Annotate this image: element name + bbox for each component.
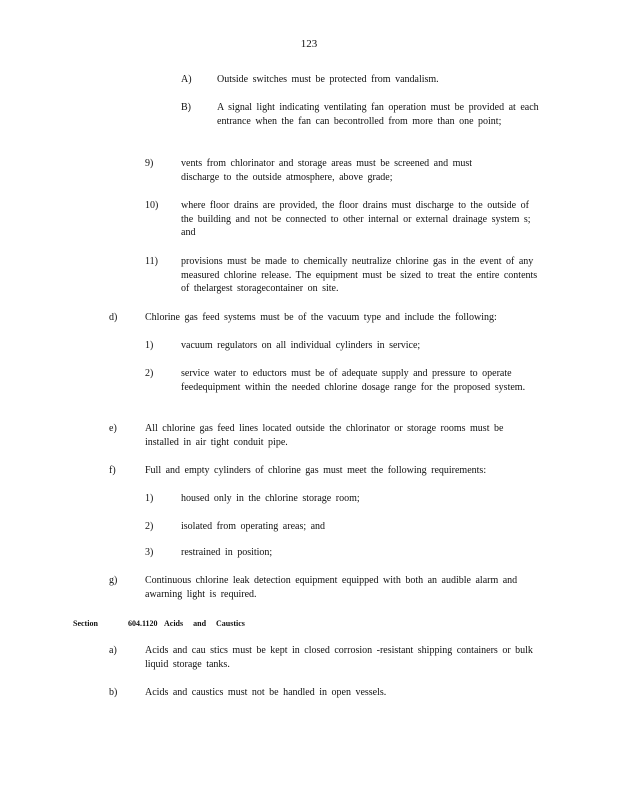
list-text: Acids and caustics must not be handled in open vessels.	[145, 687, 387, 698]
list-item	[145, 492, 541, 506]
list-text: housed only in the chlorine storage room;	[181, 493, 360, 504]
list-text: provisions must be made to chemically neutralize chlorine gas in the event of any measured chlorine release. The equipment must be sized to treat the entire contents of thelargest storagecontainer on site.	[181, 256, 538, 294]
list-marker: d)	[109, 312, 118, 323]
list-item	[109, 686, 541, 700]
list-text: Acids and cau stics must be kept in closed corrosion -resistant shipping containers or bulk liquid storage tanks.	[145, 645, 533, 670]
list-marker: e)	[109, 423, 117, 434]
section-title: Acids and Caustics	[164, 619, 245, 628]
list-marker: a)	[109, 645, 117, 656]
list-item	[145, 520, 541, 534]
list-item	[109, 644, 541, 672]
list-text: restrained in position;	[181, 547, 273, 558]
list-item	[145, 199, 541, 241]
list-text: Full and empty cylinders of chlorine gas must meet the following requirements:	[145, 465, 487, 476]
section-number: 604.1120	[128, 619, 158, 628]
list-marker: 1)	[145, 493, 154, 504]
list-marker: 9)	[145, 158, 154, 169]
list-item	[145, 367, 541, 409]
list-text: A signal light indicating ventilating fan operation must be provided at each entrance when the fan can becontrolled from more than one point;	[217, 102, 539, 127]
list-text: where floor drains are provided, the floor drains must discharge to the outside of the building and not be connected to other internal or external drainage system s; and	[181, 200, 531, 238]
list-marker: 1)	[145, 340, 154, 351]
section-label: Section	[73, 619, 98, 628]
list-text: vents from chlorinator and storage areas must be screened and must discharge to the outside atmosphere, above grade;	[181, 158, 473, 183]
list-text: service water to eductors must be of adequate supply and pressure to operate feedequipment within the needed chlorine dosage range for the proposed system.	[181, 368, 526, 393]
list-text: Chlorine gas feed systems must be of the vacuum type and include the following:	[145, 312, 497, 323]
list-marker: b)	[109, 687, 118, 698]
list-text: isolated from operating areas; and	[181, 521, 326, 532]
list-item	[145, 546, 541, 560]
list-marker: 2)	[145, 521, 154, 532]
list-item	[145, 157, 541, 185]
list-marker: g)	[109, 575, 118, 586]
page-number: 123	[300, 38, 318, 50]
list-marker: 10)	[145, 200, 159, 211]
list-marker: 3)	[145, 547, 154, 558]
list-marker: 2)	[145, 368, 154, 379]
list-text: vacuum regulators on all individual cylinders in service;	[181, 340, 421, 351]
list-item	[145, 339, 541, 353]
list-item	[109, 574, 541, 602]
list-text: Outside switches must be protected from vandalism.	[217, 74, 439, 85]
list-item	[145, 255, 541, 297]
list-text: Continuous chlorine leak detection equipment equipped with both an audible alarm and awarning light is required.	[145, 575, 518, 600]
list-item	[109, 464, 549, 478]
list-marker: f)	[109, 465, 116, 476]
list-item	[109, 422, 541, 450]
list-item	[181, 101, 541, 143]
list-marker: B)	[181, 102, 191, 113]
list-item	[109, 311, 549, 325]
list-item	[181, 73, 541, 87]
list-text: All chlorine gas feed lines located outside the chlorinator or storage rooms must be installed in air tight conduit pipe.	[145, 423, 504, 448]
list-marker: 11)	[145, 256, 158, 267]
list-marker: A)	[181, 74, 192, 85]
